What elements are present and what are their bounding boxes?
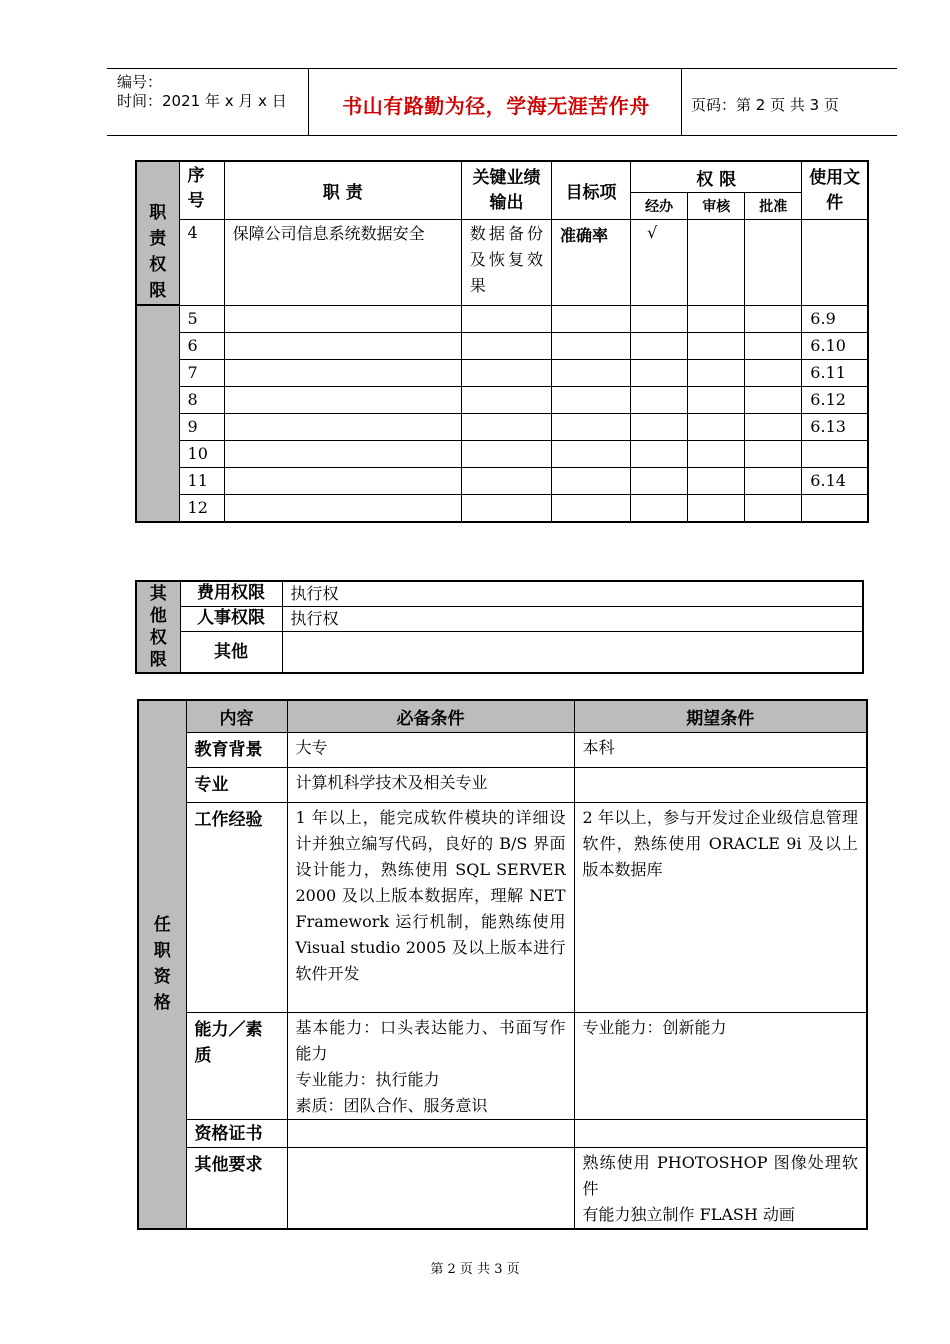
doc-cell [802,440,868,467]
row-value: 执行权 [282,607,863,632]
key-output-cell [461,386,551,413]
row-label: 人事权限 [180,607,282,632]
table-row [136,440,868,467]
seq-cell: 9 [179,413,224,440]
key-output-cell [461,413,551,440]
target-cell [552,413,631,440]
handle-cell [631,467,688,494]
qualifications-side-label-cell [138,700,186,1229]
table-row [138,1119,867,1147]
target-cell [552,494,631,522]
desired-cell: 2 年以上，参与开发过企业级信息管理软件，熟练使用 ORACLE 9i 及以上版本数据库 [574,802,867,1012]
key-output-cell [461,332,551,359]
row-label: 其他 [180,632,282,673]
target-cell: 准确率 [552,220,631,305]
table-row [136,581,863,607]
desired-line: 熟练使用 PHOTOSHOP 图像处理软件 [582,1152,858,1198]
column-header-handle: 经办 [631,193,688,220]
review-cell [688,220,745,305]
duty-cell: 保障公司信息系统数据安全 [224,220,461,305]
doc-cell: 6.12 [802,386,868,413]
doc-cell: 6.10 [802,332,868,359]
doc-cell: 6.11 [802,359,868,386]
doc-cell [802,220,868,305]
page-footer: 第 2 页 共 3 页 [430,1262,520,1277]
approve-cell [745,494,802,522]
responsibility-side-label: 职责权限 [149,203,167,301]
review-cell [688,440,745,467]
seq-cell: 7 [179,359,224,386]
duty-cell [224,413,461,440]
review-cell [688,467,745,494]
approve-cell [745,359,802,386]
required-cell [287,1147,574,1229]
column-header-approve: 批准 [745,193,802,220]
desired-cell [574,767,867,802]
column-header-authority: 权 限 [631,161,802,193]
key-output-cell: 数据备份及恢复效果 [461,220,551,305]
approve-cell [745,220,802,305]
table-row [138,732,867,767]
page-header [107,68,897,136]
seq-cell: 6 [179,332,224,359]
required-cell [287,1119,574,1147]
table-row [136,305,868,332]
required-cell: 大专 [287,732,574,767]
column-header-seq: 序号 [179,161,224,220]
handle-cell [631,413,688,440]
duty-cell [224,467,461,494]
approve-cell [745,413,802,440]
handle-cell [631,386,688,413]
header-divider [308,68,309,136]
required-cell: 计算机科学技术及相关专业 [287,767,574,802]
required-line: 基本能力：口头表达能力、书面写作能力 [295,1017,566,1063]
column-header-duty: 职 责 [224,161,461,220]
handle-cell [631,305,688,332]
column-header-target: 目标项 [552,161,631,220]
table-row [136,632,863,673]
doc-cell: 6.9 [802,305,868,332]
desired-cell: 专业能力：创新能力 [574,1012,867,1119]
required-cell [287,1012,574,1119]
document-number-label: 编号： [117,73,163,91]
header-motto: 书山有路勤为径，学海无涯苦作舟 [342,94,650,118]
responsibility-side-fill [136,305,179,522]
handle-cell [631,332,688,359]
row-label: 工作经验 [186,802,287,1012]
approve-cell [745,440,802,467]
approve-cell [745,305,802,332]
column-header-desired: 期望条件 [574,700,867,732]
table-row [136,413,868,440]
target-cell [552,386,631,413]
duty-cell [224,494,461,522]
table-row [136,359,868,386]
doc-cell: 6.13 [802,413,868,440]
target-cell [552,305,631,332]
seq-cell: 8 [179,386,224,413]
required-line: 素质：团队合作、服务意识 [295,1095,488,1115]
responsibility-side-label-cell [136,161,179,305]
review-cell [688,332,745,359]
qualifications-side-label: 任职资格 [153,915,171,1014]
row-label: 资格证书 [186,1119,287,1147]
row-label: 费用权限 [180,581,282,607]
duty-cell [224,305,461,332]
target-cell [552,467,631,494]
column-header-docs: 使用文件 [802,161,868,220]
handle-cell: √ [631,220,688,305]
other-authority-side-label: 其他权限 [149,584,167,670]
row-label: 专业 [186,767,287,802]
key-output-cell [461,440,551,467]
table-row [136,607,863,632]
column-header-content: 内容 [186,700,287,732]
key-output-cell [461,494,551,522]
approve-cell [745,386,802,413]
column-header-key-output: 关键业绩输出 [461,161,551,220]
key-output-cell [461,305,551,332]
review-cell [688,494,745,522]
doc-cell [802,494,868,522]
row-label: 能力／素质 [186,1012,287,1119]
header-top-rule [107,68,897,69]
table-row [136,494,868,522]
target-cell [552,440,631,467]
review-cell [688,386,745,413]
approve-cell [745,332,802,359]
seq-cell: 11 [179,467,224,494]
column-header-review: 审核 [688,193,745,220]
target-cell [552,359,631,386]
review-cell [688,359,745,386]
required-line: 专业能力：执行能力 [295,1069,440,1089]
duty-cell [224,359,461,386]
page-info: 页码：第 2 页 共 3 页 [691,96,839,114]
row-value: 执行权 [282,581,863,607]
row-label: 其他要求 [186,1147,287,1229]
review-cell [688,305,745,332]
table-row [136,467,868,494]
header-bottom-rule [107,135,897,136]
table-row [136,332,868,359]
duty-cell [224,440,461,467]
document-time: 时间：2021 年 x 月 x 日 [117,92,287,110]
duty-cell [224,386,461,413]
seq-cell: 12 [179,494,224,522]
handle-cell [631,440,688,467]
other-authority-side-label-cell [136,581,180,673]
table-row [136,220,868,305]
doc-cell: 6.14 [802,467,868,494]
seq-cell: 10 [179,440,224,467]
desired-cell [574,1147,867,1229]
table-row [138,1147,867,1229]
handle-cell [631,494,688,522]
target-cell [552,332,631,359]
table-row [138,1012,867,1119]
table-row [138,767,867,802]
desired-line: 有能力独立制作 FLASH 动画 [582,1204,795,1224]
row-label: 教育背景 [186,732,287,767]
key-output-cell [461,359,551,386]
review-cell [688,413,745,440]
seq-cell: 5 [179,305,224,332]
table-row [138,802,867,1012]
key-output-cell [461,467,551,494]
approve-cell [745,467,802,494]
row-value [282,632,863,673]
handle-cell [631,359,688,386]
required-cell: 1 年以上，能完成软件模块的详细设计并独立编写代码，良好的 B/S 界面设计能力，熟练使用 SQL SERVER 2000 及以上版本数据库，理解 NET Framework 运行机制，能熟练使用 Visual studio 2005 及以上版本进行软件开发 [287,802,574,1012]
desired-cell: 本科 [574,732,867,767]
desired-cell [574,1119,867,1147]
table-row [136,386,868,413]
other-authority-table [135,580,864,674]
responsibility-table [135,160,869,523]
qualifications-table [137,699,868,1230]
duty-cell [224,332,461,359]
seq-cell: 4 [179,220,224,305]
column-header-required: 必备条件 [287,700,574,732]
